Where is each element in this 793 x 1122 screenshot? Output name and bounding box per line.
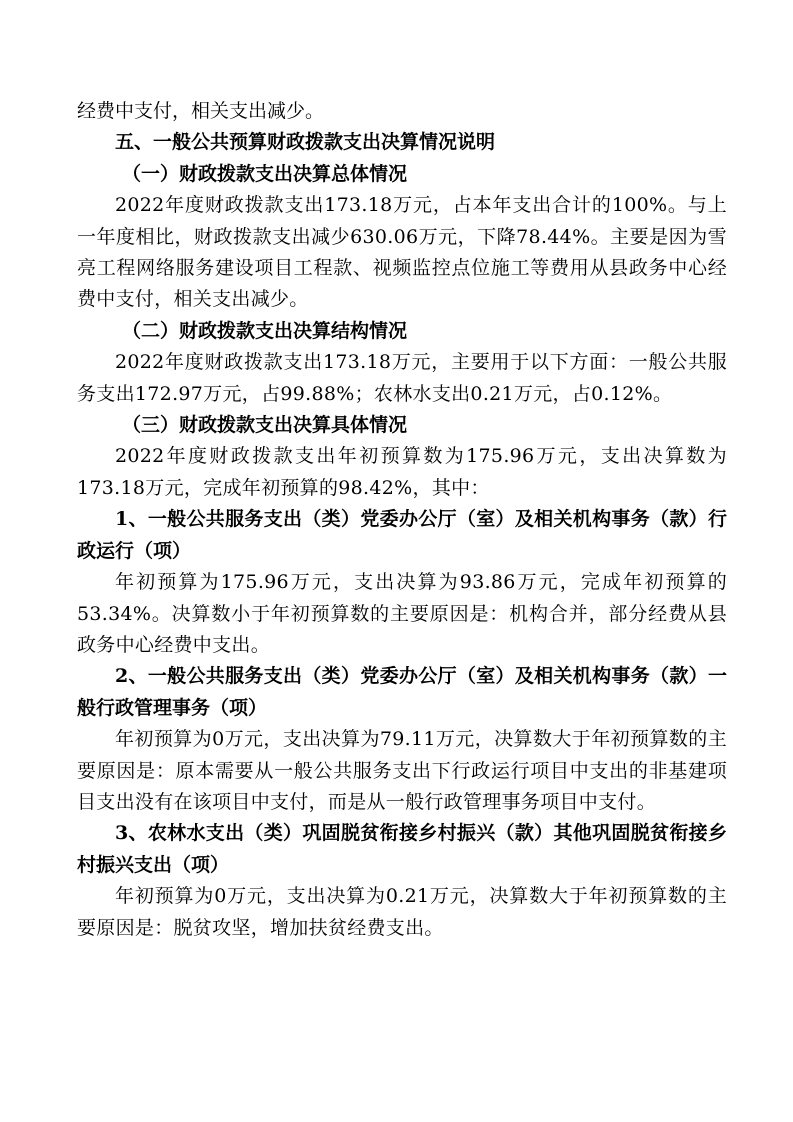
body-paragraph: 2022年度财政拨款支出年初预算数为175.96万元，支出决算数为173.18万元，完成年初预算的98.42%，其中：: [77, 445, 727, 499]
continuation-text: 经费中支付，相关支出减少。: [77, 100, 325, 122]
item-heading: 1、一般公共服务支出（类）党委办公厅（室）及相关机构事务（款）行政运行（项）: [77, 508, 727, 562]
body-paragraph: 2022年度财政拨款支出173.18万元，占本年支出合计的100%。与上一年度相比，财政拨款支出减少630.06万元，下降78.44%。主要是因为雪亮工程网络服务建设项目工程款、视频监控点位施工等费用从县政务中心经费中支付，相关支出减少。: [77, 194, 727, 311]
body-paragraph: 年初预算为0万元，支出决算为0.21万元，决算数大于年初预算数的主要原因是：脱贫攻坚，增加扶贫经费支出。: [77, 885, 727, 939]
item-heading: 2、一般公共服务支出（类）党委办公厅（室）及相关机构事务（款）一般行政管理事务（项）: [77, 665, 727, 719]
subsection-heading: （一）财政拨款支出决算总体情况: [122, 162, 408, 185]
body-paragraph: 2022年度财政拨款支出173.18万元，主要用于以下方面：一般公共服务支出172.97万元，占99.88%；农林水支出0.21万元，占0.12%。: [77, 351, 727, 405]
body-paragraph: 年初预算为175.96万元，支出决算为93.86万元，完成年初预算的53.34%。决算数小于年初预算数的主要原因是：机构合并，部分经费从县政务中心经费中支出。: [77, 571, 727, 656]
subsection-heading: （二）财政拨款支出决算结构情况: [122, 319, 408, 342]
subsection-heading: （三）财政拨款支出决算具体情况: [122, 414, 408, 437]
document-body: [77, 96, 727, 944]
body-paragraph: 年初预算为0万元，支出决算为79.11万元，决算数大于年初预算数的主要原因是：原本需要从一般公共服务支出下行政运行项目中支出的非基建项目支出没有在该项目中支付，而是从一般行政管理事务项目中支付。: [77, 728, 727, 813]
section-heading: 五、一般公共预算财政拨款支出决算情况说明: [115, 131, 496, 154]
item-heading: 3、农林水支出（类）巩固脱贫衔接乡村振兴（款）其他巩固脱贫衔接乡村振兴支出（项）: [77, 822, 727, 876]
